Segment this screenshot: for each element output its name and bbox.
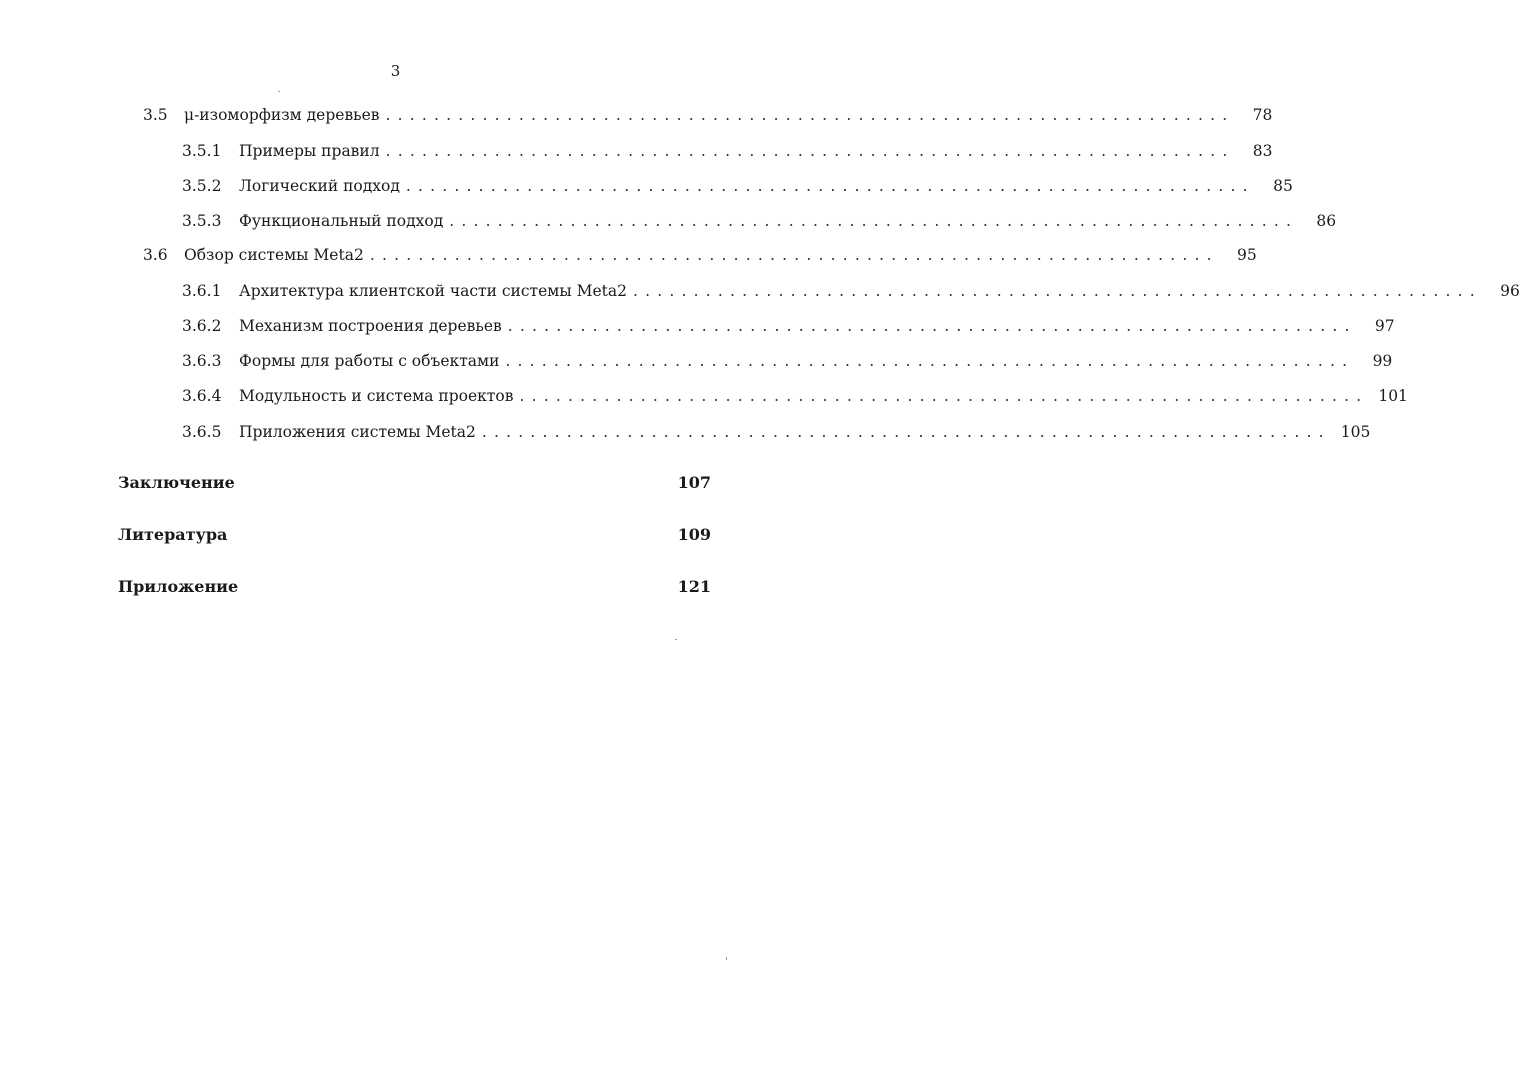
toc-entry-title: Модульность и система проектов bbox=[239, 387, 514, 405]
dot-leader: ...................................................................... bbox=[385, 106, 1235, 124]
page-number: 3 bbox=[390, 62, 401, 80]
toc-entry-title: Обзор системы Meta2 bbox=[184, 246, 364, 264]
toc-chapter-title: Заключение bbox=[118, 473, 235, 492]
toc-chapter-title: Литература bbox=[118, 525, 228, 544]
toc-entry-title: Приложения системы Meta2 bbox=[239, 423, 476, 441]
toc-entry-number: 3.6.3 bbox=[182, 352, 222, 370]
toc-entry-3-6-4[interactable] bbox=[182, 387, 1408, 411]
toc-entry-title: Формы для работы с объектами bbox=[239, 352, 500, 370]
toc-entry-title: Архитектура клиентской части системы Meta2 bbox=[239, 282, 627, 300]
toc-entry-title: Логический подход bbox=[239, 177, 400, 195]
toc-chapter-appendix[interactable] bbox=[118, 577, 711, 603]
toc-entry-3-6-2[interactable] bbox=[182, 317, 1395, 341]
toc-entry-3-5[interactable] bbox=[143, 106, 1273, 130]
toc-entry-3-6-1[interactable] bbox=[182, 282, 1520, 306]
dot-leader: ...................................................................... bbox=[449, 212, 1299, 230]
toc-entry-3-6-3[interactable] bbox=[182, 352, 1393, 376]
toc-entry-number: 3.6.4 bbox=[182, 387, 222, 405]
toc-chapter-literature[interactable] bbox=[118, 525, 711, 551]
scan-speck bbox=[675, 639, 677, 640]
toc-entry-page: 83 bbox=[1252, 142, 1273, 160]
toc-entry-3-5-1[interactable] bbox=[182, 142, 1273, 166]
scan-speck bbox=[726, 957, 727, 960]
toc-entry-3-5-2[interactable] bbox=[182, 177, 1293, 201]
toc-entry-page: 78 bbox=[1252, 106, 1273, 124]
dot-leader: ...................................................................... bbox=[481, 423, 1331, 441]
toc-entry-3-6-5[interactable] bbox=[182, 423, 1371, 447]
toc-entry-number: 3.6.1 bbox=[182, 282, 222, 300]
dot-leader: ...................................................................... bbox=[633, 282, 1482, 300]
dot-leader: ...................................................................... bbox=[505, 352, 1355, 370]
dot-leader: ...................................................................... bbox=[405, 177, 1255, 195]
toc-entry-page: 85 bbox=[1273, 177, 1293, 195]
toc-entry-page: 99 bbox=[1372, 352, 1393, 370]
toc-chapter-page: 121 bbox=[677, 577, 711, 596]
toc-entry-number: 3.5 bbox=[143, 106, 168, 124]
toc-entry-page: 96 bbox=[1500, 282, 1520, 300]
toc-chapter-conclusion[interactable] bbox=[118, 473, 711, 499]
toc-entry-page: 101 bbox=[1378, 387, 1408, 405]
toc-entry-3-6[interactable] bbox=[143, 246, 1257, 270]
toc-entry-title: Механизм построения деревьев bbox=[239, 317, 502, 335]
toc-entry-title: Функциональный подход bbox=[239, 212, 444, 230]
toc-entry-number: 3.6.5 bbox=[182, 423, 222, 441]
dot-leader: ...................................................................... bbox=[369, 246, 1219, 264]
toc-chapter-page: 109 bbox=[677, 525, 711, 544]
toc-chapter-title: Приложение bbox=[118, 577, 239, 596]
toc-entry-title: μ-изоморфизм деревьев bbox=[184, 106, 380, 124]
toc-entry-page: 86 bbox=[1316, 212, 1337, 230]
toc-entry-number: 3.5.3 bbox=[182, 212, 222, 230]
toc-entry-3-5-3[interactable] bbox=[182, 212, 1337, 236]
toc-entry-number: 3.5.2 bbox=[182, 177, 222, 195]
toc-entry-number: 3.5.1 bbox=[182, 142, 222, 160]
dot-leader: ...................................................................... bbox=[507, 317, 1357, 335]
toc-entry-number: 3.6 bbox=[143, 246, 168, 264]
toc-entry-title: Примеры правил bbox=[239, 142, 380, 160]
dot-leader: ...................................................................... bbox=[385, 142, 1235, 160]
toc-chapter-page: 107 bbox=[677, 473, 711, 492]
toc-entry-number: 3.6.2 bbox=[182, 317, 222, 335]
toc-entry-page: 105 bbox=[1340, 423, 1371, 441]
dot-leader: ...................................................................... bbox=[519, 387, 1369, 405]
toc-entry-page: 95 bbox=[1236, 246, 1257, 264]
scan-speck bbox=[278, 91, 280, 92]
toc-entry-page: 97 bbox=[1374, 317, 1395, 335]
